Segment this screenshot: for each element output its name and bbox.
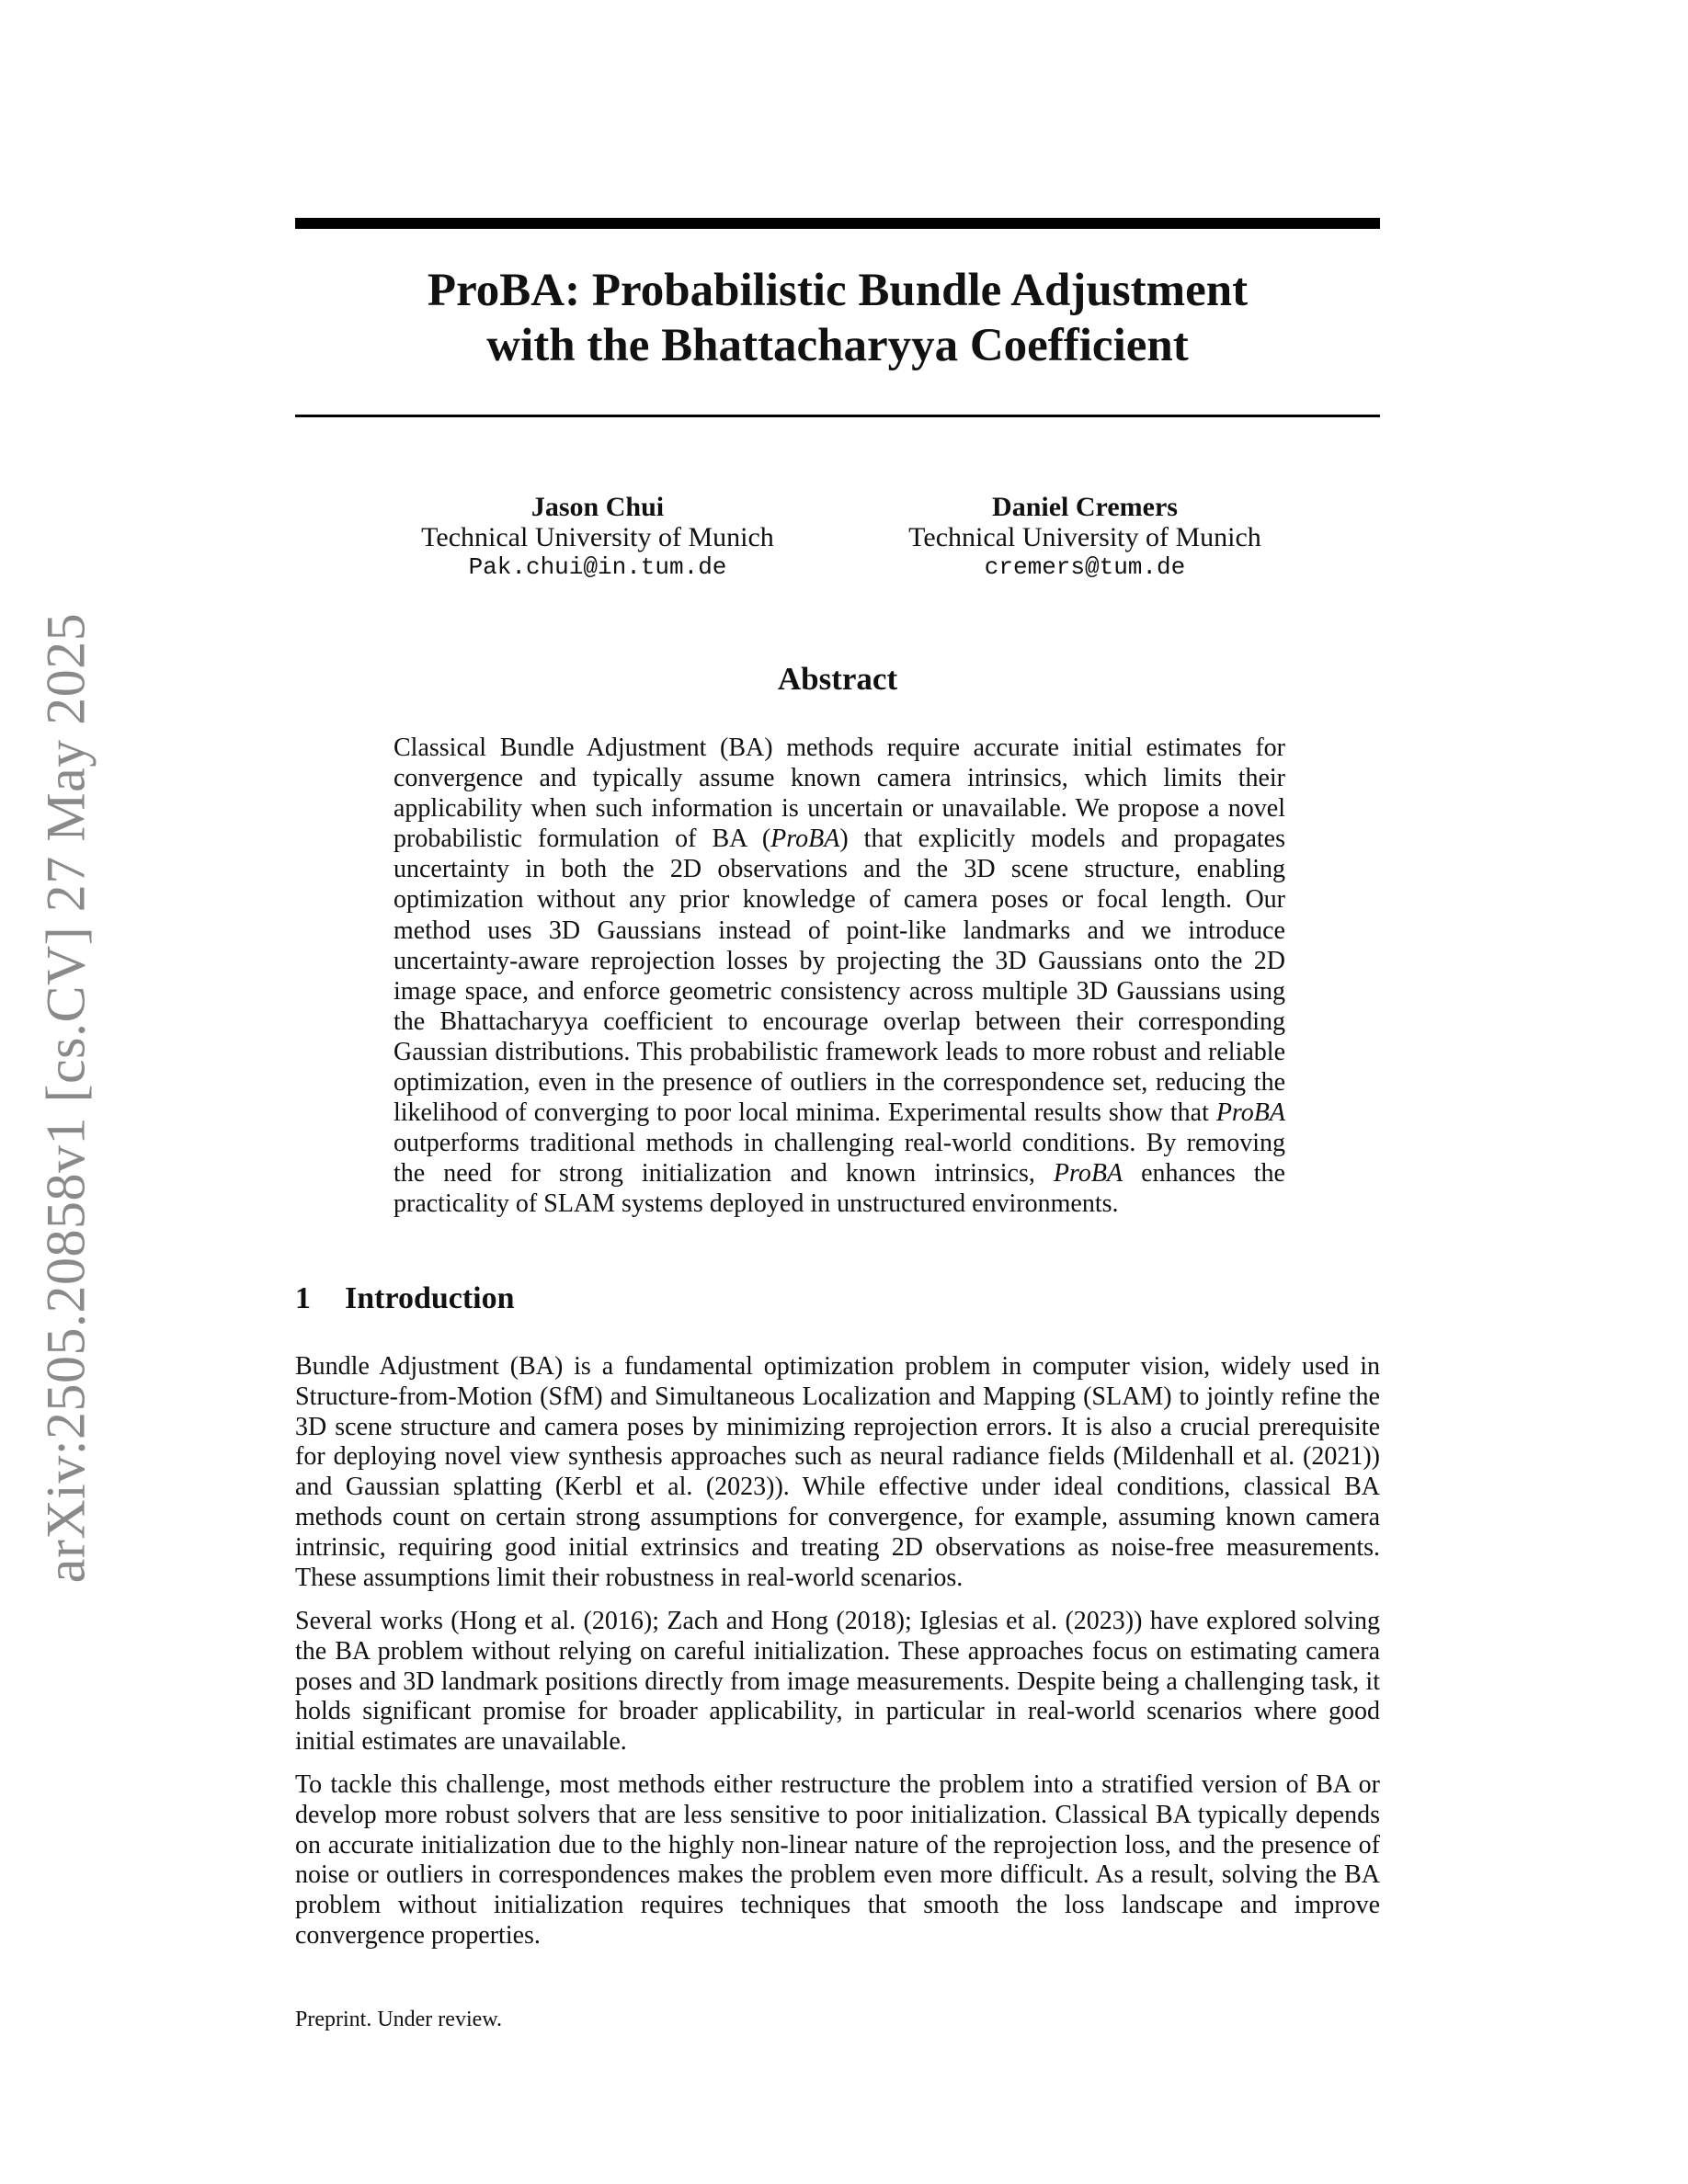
- paper-title-line-2: with the Bhattacharyya Coefficient: [486, 320, 1189, 371]
- section-title: Introduction: [345, 1281, 515, 1315]
- author-email[interactable]: cremers@tum.de: [984, 553, 1186, 581]
- abstract-text: Classical Bundle Adjustment (BA) methods require accurate initial estimates for convergence and typically assume known camera intrinsics, which limits their applicability when such information is uncertain or unavailable. We propose a novel probabilistic formulation of BA (ProBA) that explicitly models and propagates uncertainty in both the 2D observations and the 3D scene structure, enabling optimization without any prior knowledge of camera poses or focal length. Our method uses 3D Gaussians instead of point-like landmarks and we introduce uncertainty-aware reprojection losses by projecting the 3D Gaussians onto the 2D image space, and enforce geometric consistency across multiple 3D Gaussians using the Bhattacharyya coefficient to encourage overlap between their corresponding Gaussian distributions. This probabilistic framework leads to more robust and reliable optimization, even in the presence of outliers in the correspondence set, reducing the likelihood of converging to poor local minima. Experimental results show that ProBA outperforms traditional methods in challenging real-world conditions. By removing the need for strong initialization and known intrinsics, ProBA enhances the practicality of SLAM systems deployed in unstructured environments.: [393, 734, 1285, 1219]
- arxiv-identifier-text: arXiv:2505.20858v1 [cs.CV] 27 May 2025: [35, 612, 97, 1583]
- preprint-footnote: Preprint. Under review.: [295, 2008, 503, 2031]
- abstract-heading: Abstract: [777, 661, 898, 697]
- arxiv-identifier: [33, 601, 99, 1594]
- section-number: 1: [295, 1281, 311, 1315]
- author-email[interactable]: Pak.chui@in.tum.de: [468, 553, 727, 581]
- paper-title: [295, 263, 1380, 373]
- author-affiliation: Technical University of Munich: [908, 522, 1261, 552]
- intro-paragraph-3: To tackle this challenge, most methods either restructure the problem into a stratified version of BA or develop more robust solvers that are less sensitive to poor initialization. Classical BA typically depends on accurate initialization due to the highly non-linear nature of the reprojection loss, and the presence of noise or outliers in correspondences makes the problem even more difficult. As a result, solving the BA problem without initialization requires techniques that smooth the loss landscape and improve convergence properties.: [295, 1770, 1380, 1950]
- author-name: Jason Chui: [530, 492, 665, 522]
- title-bottom-rule: [295, 415, 1380, 417]
- author-name: Daniel Cremers: [992, 492, 1178, 522]
- section-heading-introduction: [295, 1280, 515, 1317]
- title-top-rule: [295, 218, 1380, 229]
- intro-paragraph-1: Bundle Adjustment (BA) is a fundamental optimization problem in computer vision, widely used in Structure-from-Motion (SfM) and Simultaneous Localization and Mapping (SLAM) to jointly refine the 3D scene structure and camera poses by minimizing reprojection errors. It is also a crucial prerequisite for deploying novel view synthesis approaches such as neural radiance fields (Mildenhall et al. (2021)) and Gaussian splatting (Kerbl et al. (2023)). While effective under ideal conditions, classical BA methods count on certain strong assumptions for convergence, for example, assuming known camera intrinsic, requiring good initial extrinsics and treating 2D observations as noise-free measurements. These assumptions limit their robustness in real-world scenarios.: [295, 1352, 1380, 1592]
- paper-title-line-1: ProBA: Probabilistic Bundle Adjustment: [427, 265, 1249, 316]
- author-block-1: [405, 492, 791, 583]
- intro-paragraph-2: Several works (Hong et al. (2016); Zach and Hong (2018); Iglesias et al. (2023)) have explored solving the BA problem without relying on careful initialization. These approaches focus on estimating camera poses and 3D landmark positions directly from image measurements. Despite being a challenging task, it holds significant promise for broader applicability, in particular in real-world scenarios where good initial estimates are unavailable.: [295, 1607, 1380, 1757]
- author-block-2: [892, 492, 1278, 583]
- author-affiliation: Technical University of Munich: [421, 522, 774, 552]
